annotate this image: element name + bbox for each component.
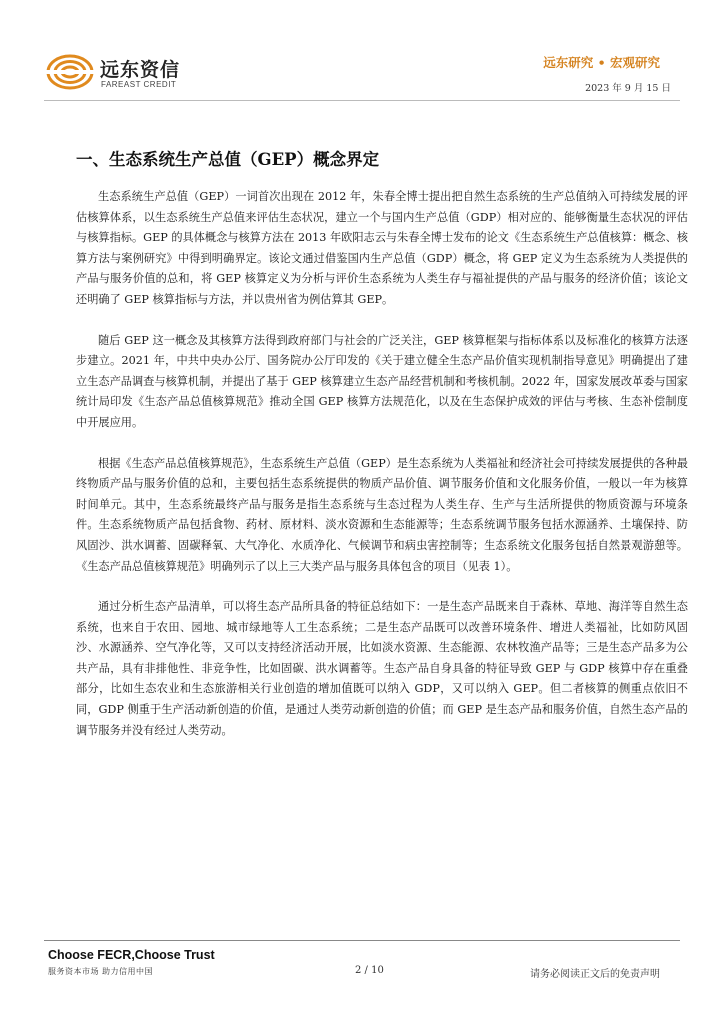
paragraph-gep-characteristics: 通过分析生态产品清单，可以将生态产品所具备的特征总结如下：一是生态产品既来自于森林、草地、海洋等自然生态系统，也来自于农田、园地、城市绿地等人工生态系统；二是生态产品既可以改善环境条件、增进人类福祉，比如防风固沙、水源涵养、空气净化等，又可以支持经济活动开展，比如淡水资源、生态能源、农林牧渔产品等；三是生态产品多为公共产品，具有非排他性、非竞争性，比如固碳、洪水调蓄等。生态产品自身具备的特征导致 GEP 与 GDP 核算中存在重叠部分，比如生态农业和生态旅游相关行业创造的增加值既可以纳入 GDP，又可以纳入 GEP。但二者核算的侧重点依旧不同，GDP 侧重于生产活动新创造的价值，是通过人类劳动新创造的价值；而 GEP 是生态产品和服务价值，自然生态产品的调节服务并没有经过人类劳动。 <box>76 600 688 737</box>
fareast-credit-logo-icon <box>44 52 100 92</box>
footer-tagline: 服务资本市场 助力信用中国 <box>48 967 154 976</box>
footer-slogan: Choose FECR,Choose Trust <box>48 948 215 962</box>
report-date: 2023 年 9 月 15 日 <box>585 83 671 94</box>
brand-name-english: FAREAST CREDIT <box>101 80 177 89</box>
body-text <box>76 187 688 761</box>
section-title: 一、生态系统生产总值（GEP）概念界定 <box>76 150 380 169</box>
footer-divider <box>44 940 680 941</box>
paragraph-gep-definition: 根据《生态产品总值核算规范》，生态系统生产总值（GEP）是生态系统为人类福祉和经济社会可持续发展提供的各种最终物质产品与服务价值的总和，主要包括生态系统提供的物质产品价值、调节服务价值和文化服务价值，一般以一年为核算时间单元。其中，生态系统最终产品与服务是指生态系统与生态过程为人类生存、生产与生活所提供的物质资源与环境条件。生态系统物质产品包括食物、药材、原材料、淡水资源和生态能源等；生态系统调节服务包括水源涵养、土壤保持、防风固沙、洪水调蓄、固碳释氧、大气净化、水质净化、气候调节和病虫害控制等；生态系统文化服务包括自然景观游憩等。《生态产品总值核算规范》明确列示了以上三大类产品与服务具体包含的项目（见表 1）。 <box>76 456 688 573</box>
page-header <box>0 0 724 104</box>
report-series: 远东研究 • 宏观研究 <box>543 55 660 70</box>
paragraph-gep-origin: 生态系统生产总值（GEP）一词首次出现在 2012 年，朱春全博士提出把自然生态系统的生产总值纳入可持续发展的评估核算体系，以生态系统生产总值来评估生态状况，建立一个与国内生产总值（GDP）相对应的、能够衡量生态状况的评估与核算指标。GEP 的具体概念与核算方法在 2013 年欧阳志云与朱春全博士发布的论文《生态系统生产总值核算：概念、核算方法与案例研究》中得到明确界定。该论文通过借鉴国内生产总值（GDP）概念，将 GEP 定义为生态系统为人类提供的产品与服务价值的总和，将 GEP 核算定义为分析与评价生态系统为人类生存与福祉提供的产品与服务的经济价值；该论文还明确了 GEP 核算指标与方法，并以贵州省为例估算其 GEP。 <box>76 190 688 306</box>
page-number: 2 / 10 <box>355 965 384 976</box>
disclaimer-note: 请务必阅读正文后的免责声明 <box>530 969 660 980</box>
paragraph-gep-policy: 随后 GEP 这一概念及其核算方法得到政府部门与社会的广泛关注，GEP 核算框架与指标体系以及标准化的核算方法逐步建立。2021 年，中共中央办公厅、国务院办公厅印发的《关于建立健全生态产品价值实现机制指导意见》明确提出了建立生态产品调查与核算机制，并提出了基于 GEP 核算建立生态产品经营机制和考核机制。2022 年，国家发展改革委与国家统计局印发《生态产品总值核算规范》推动全国 GEP 核算方法规范化，以及在生态保护成效的评估与考核、生态补偿制度中开展应用。 <box>76 333 688 429</box>
brand-name: 远东资信 <box>100 59 181 81</box>
header-divider <box>44 100 680 101</box>
